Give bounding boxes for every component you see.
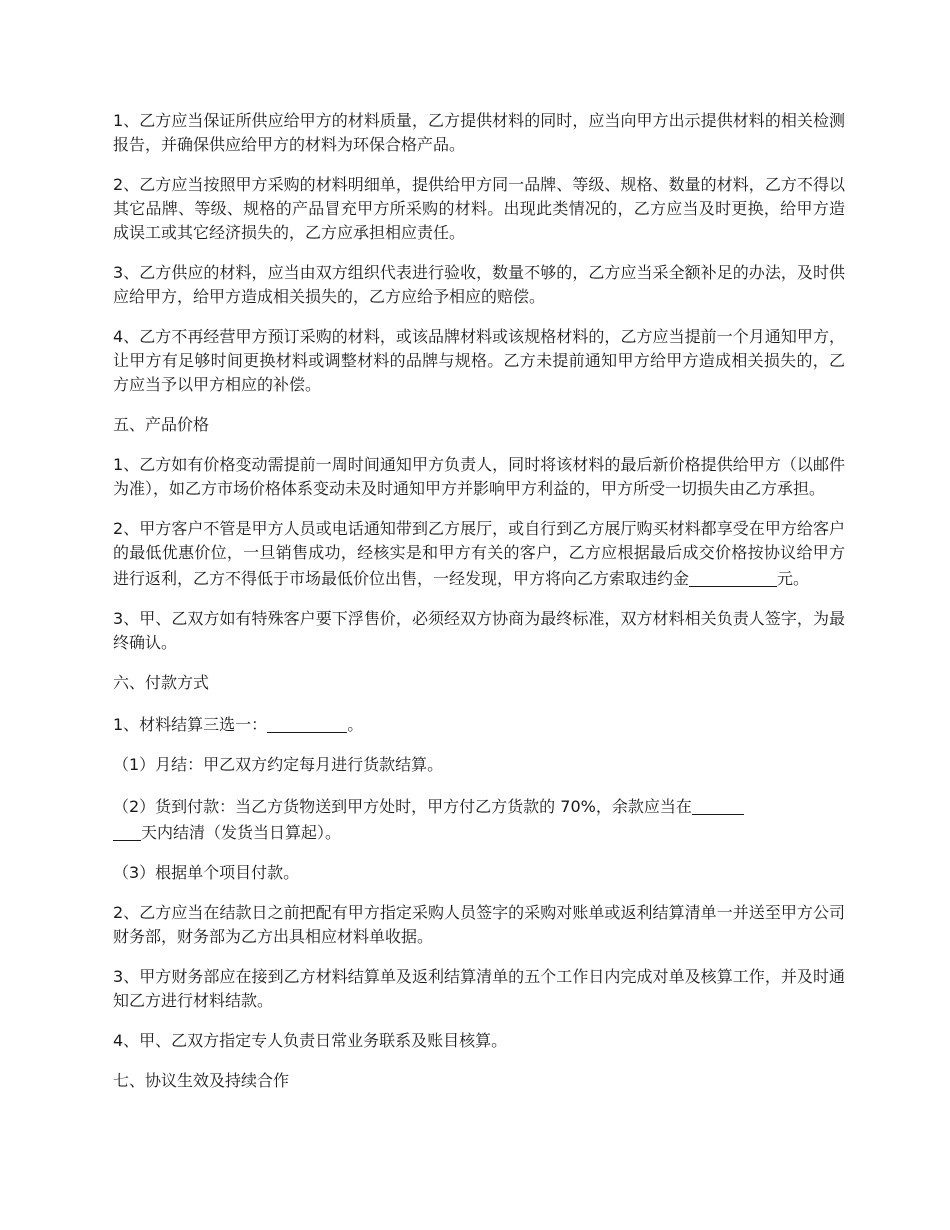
- payment-option-2-suffix: 天内结清（发货当日算起）。: [141, 823, 342, 842]
- section-heading-payment: 六、付款方式: [113, 673, 210, 692]
- section-heading-price: 五、产品价格: [113, 415, 210, 434]
- payment-clause-2: 2、乙方应当在结款日之前把配有甲方指定采购人员签字的采购对账单或返利结算清单一并送至甲方公司财务部，财务部为乙方出具相应材料单收据。: [113, 903, 845, 946]
- quality-clause-2: 2、乙方应当按照甲方采购的材料明细单，提供给甲方同一品牌、等级、规格、数量的材料，乙方不得以其它品牌、等级、规格的产品冒充甲方所采购的材料。出现此类情况的，乙方应当及时更换，给甲方造成误工或其它经济损失的，乙方应承担相应责任。: [113, 175, 845, 242]
- payment-clause-1: [113, 711, 845, 737]
- payment-clause-4: 4、甲、乙双方指定专人负责日常业务联系及账目核算。: [113, 1031, 508, 1050]
- price-clause-2-suffix: 元。: [777, 569, 810, 588]
- price-clause-2: [113, 517, 845, 591]
- payment-option-1: （1）月结：甲乙双方约定每月进行货款结算。: [113, 755, 444, 774]
- quality-clause-4: 4、乙方不再经营甲方预订采购的材料，或该品牌材料或该规格材料的，乙方应当提前一个月通知甲方，让甲方有足够时间更换材料或调整材料的品牌与规格。乙方未提前通知甲方给甲方造成相关损失的，乙方应当予以甲方相应的补偿。: [113, 327, 845, 394]
- payment-option-2-text: （2）货到付款：当乙方货物送到甲方处时，甲方付乙方货款的 70%，余款应当在: [113, 797, 692, 816]
- section-heading-effectiveness: 七、协议生效及持续合作: [113, 1071, 290, 1090]
- payment-option-3: （3）根据单个项目付款。: [113, 863, 300, 882]
- quality-clause-1: 1、乙方应当保证所供应给甲方的材料质量，乙方提供材料的同时，应当向甲方出示提供材料的相关检测报告，并确保供应给甲方的材料为环保合格产品。: [113, 111, 845, 154]
- days-blank-part2: [113, 822, 141, 841]
- payment-clause-1-text: 1、材料结算三选一：: [113, 715, 268, 734]
- price-clause-2-text: 2、甲方客户不管是甲方人员或电话通知带到乙方展厅，或自行到乙方展厅购买材料都享受在甲方给客户的最低优惠价位，一旦销售成功，经核实是和甲方有关的客户，乙方应根据最后成交价格按协议给甲方进行返利，乙方不得低于市场最低价位出售，一经发现，甲方将向乙方索取违约金: [113, 519, 845, 588]
- price-clause-3: 3、甲、乙双方如有特殊客户要下浮售价，必须经双方协商为最终标准，双方材料相关负责人签字，为最终确认。: [113, 609, 845, 652]
- payment-clause-3: 3、甲方财务部应在接到乙方材料结算单及返利结算清单的五个工作日内完成对单及核算工作，并及时通知乙方进行材料结款。: [113, 967, 845, 1010]
- price-clause-1: 1、乙方如有价格变动需提前一周时间通知甲方负责人，同时将该材料的最后新价格提供给甲方（以邮件为准），如乙方市场价格体系变动未及时通知甲方并影响甲方利益的，甲方所受一切损失由乙方承担。: [113, 455, 845, 498]
- quality-clause-3: 3、乙方供应的材料，应当由双方组织代表进行验收，数量不够的，乙方应当采全额补足的办法，及时供应给甲方，给甲方造成相关损失的，乙方应给予相应的赔偿。: [113, 263, 845, 306]
- settlement-choice-blank: [267, 714, 347, 733]
- days-blank-part1: [692, 796, 744, 815]
- payment-clause-1-suffix: 。: [347, 715, 364, 734]
- document-page: [113, 109, 845, 1109]
- payment-option-2: [113, 793, 845, 845]
- penalty-amount-blank: [689, 568, 777, 587]
